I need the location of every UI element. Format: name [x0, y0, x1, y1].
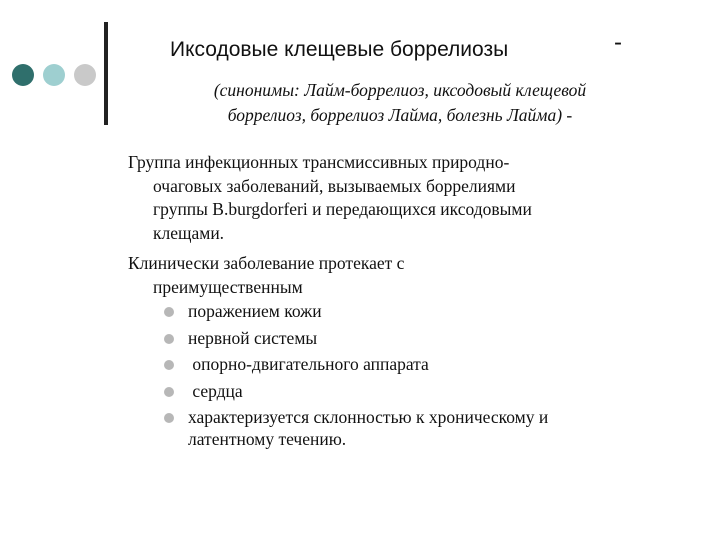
- paragraph-line: Группа инфекционных трансмиссивных природно-: [128, 152, 510, 172]
- dot-dark-icon: [12, 64, 34, 86]
- synonyms-line: боррелиоз, боррелиоз Лайма, болезнь Лайма) -: [227, 105, 573, 125]
- paragraph-line: очаговых заболеваний, вызываемых боррелиями: [153, 175, 516, 196]
- bullet-dot-icon: [164, 360, 174, 370]
- list-item-text: нервной системы: [188, 327, 318, 348]
- definition-paragraph: [128, 151, 668, 245]
- list-item-text: латентному течению.: [188, 428, 347, 449]
- list-item: [164, 298, 684, 325]
- paragraph-line: группы B.burgdorferi и передающихся иксодовыми: [153, 199, 532, 219]
- bullet-dot-icon: [164, 413, 174, 423]
- paragraph-line: клещами.: [153, 222, 225, 243]
- bullet-dot-icon: [164, 334, 174, 344]
- symptom-list: [164, 298, 684, 450]
- list-item: [164, 404, 684, 450]
- decorative-dots: [12, 64, 96, 88]
- list-item: [164, 378, 684, 405]
- clinical-paragraph: [128, 252, 668, 299]
- list-item-text: сердца: [188, 380, 243, 401]
- synonyms-line: (синонимы: Лайм-боррелиоз, иксодовый клещевой: [213, 80, 587, 100]
- bullet-dot-icon: [164, 387, 174, 397]
- paragraph-line: преимущественным: [153, 276, 303, 297]
- paragraph-line: Клинически заболевание протекает с: [128, 253, 405, 273]
- vertical-rule: [104, 22, 108, 125]
- list-item: [164, 351, 684, 378]
- title-dash: -: [614, 29, 622, 56]
- slide-title: Иксодовые клещевые боррелиозы: [170, 38, 509, 61]
- dot-teal-icon: [43, 64, 65, 86]
- synonyms-text: [140, 78, 660, 128]
- bullet-dot-icon: [164, 307, 174, 317]
- list-item-text: поражением кожи: [188, 301, 322, 321]
- list-item-text: характеризуется склонностью к хроническому и: [188, 407, 549, 427]
- dot-gray-icon: [74, 64, 96, 86]
- list-item: [164, 325, 684, 352]
- list-item-text: опорно-двигательного аппарата: [188, 354, 429, 374]
